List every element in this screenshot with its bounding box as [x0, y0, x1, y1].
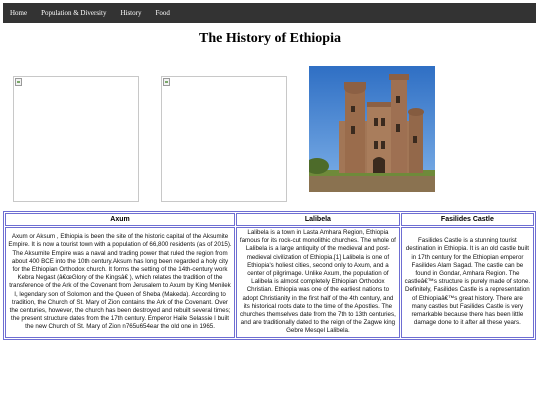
nav-history-link[interactable]: History: [120, 9, 142, 17]
table-row: [5, 227, 534, 338]
axum-header: Axum: [5, 213, 235, 226]
landmarks-table: [3, 211, 536, 340]
lalibela-header: Lalibela: [236, 213, 400, 226]
axum-image-placeholder: [13, 76, 139, 202]
axum-description: Axum or Aksum , Ethiopia is been the site of the historic capital of the Aksumite Empire. It is now a tourist town with a population of 66,800 residents (as of 2015). The Aksumite Empire was a naval and trading power that ruled the region from about 400 BCE into the 10th century.Aksum has long been regarded a holy city for the Ethiopian Orthodox church. It forms the setting of the 14th-century work Kebra Negast (â€œGlory of the Kingsâ€ ), which relates the tradition of the transference of the Ark of the Covenant from Jerusalem to Axum by King Menilek I, legendary son of Solomon and the Queen of Sheba (Makeda). According to tradition, the Church of St. Mary of Zion contains the Ark of the Covenant. Over the centuries, however, the church has been destroyed and rebuilt several times; the present structure dates from the 17th century. Emperor Haile Selassie I built the new Church of St. Mary of Zion n765u654ear the old one in 1965.: [5, 227, 235, 338]
lalibela-image-placeholder: [161, 76, 287, 202]
page-title: The History of Ethiopia: [199, 31, 341, 46]
top-navbar: [3, 3, 536, 23]
broken-image-icon: [163, 78, 170, 86]
broken-image-icon: [15, 78, 22, 86]
fasilides-castle-header: Fasilides Castle: [401, 213, 534, 226]
nav-food-link[interactable]: Food: [155, 9, 170, 17]
lalibela-description: Lalibela is a town in Lasta Amhara Region, Ethiopia famous for its rock-cut monolithic churches. The whole of Lalibela is a large antiquity of the medieval and post-medieval civilization of Ethiopia.[1] Lalibela is one of Ethiopia's holiest cities, second only to Axum, and a center of pilgrimage. Unlike Axum, the population of Lalibela is almost completely Ethiopian Orthodox Christian. Ethiopia was one of the earliest nations to adopt Christianity in the first half of the 4th century, and its historical roots date to the time of the Apostles. The churches themselves date from the 7th to 13th centuries, and are traditionally dated to the reign of the Zagwe king Gebre Mesqel Lalibela.: [236, 227, 400, 338]
fasilides-castle-description: Fasilides Castle is a stunning tourist destination in Ethiopia. It is an old castle built in 17th century for the Ethiopian emperor Fasilides Alam Sagad. The castle can be found in Gondar, Amhara Region. The castleâ€™s structure is purely made of stone. Definitely, Fasilides Castle is a representation of Ethiopiaâ€™s great history. There are many castles but Fasilides Castle is very remarkable because there has been little damage done to it after all these years.: [401, 227, 534, 338]
fasilides-castle-photo: [309, 66, 435, 192]
table-header-row: [5, 213, 534, 226]
nav-population-diversity-link[interactable]: Population & Diversity: [41, 9, 107, 17]
nav-home-link[interactable]: Home: [10, 9, 28, 17]
